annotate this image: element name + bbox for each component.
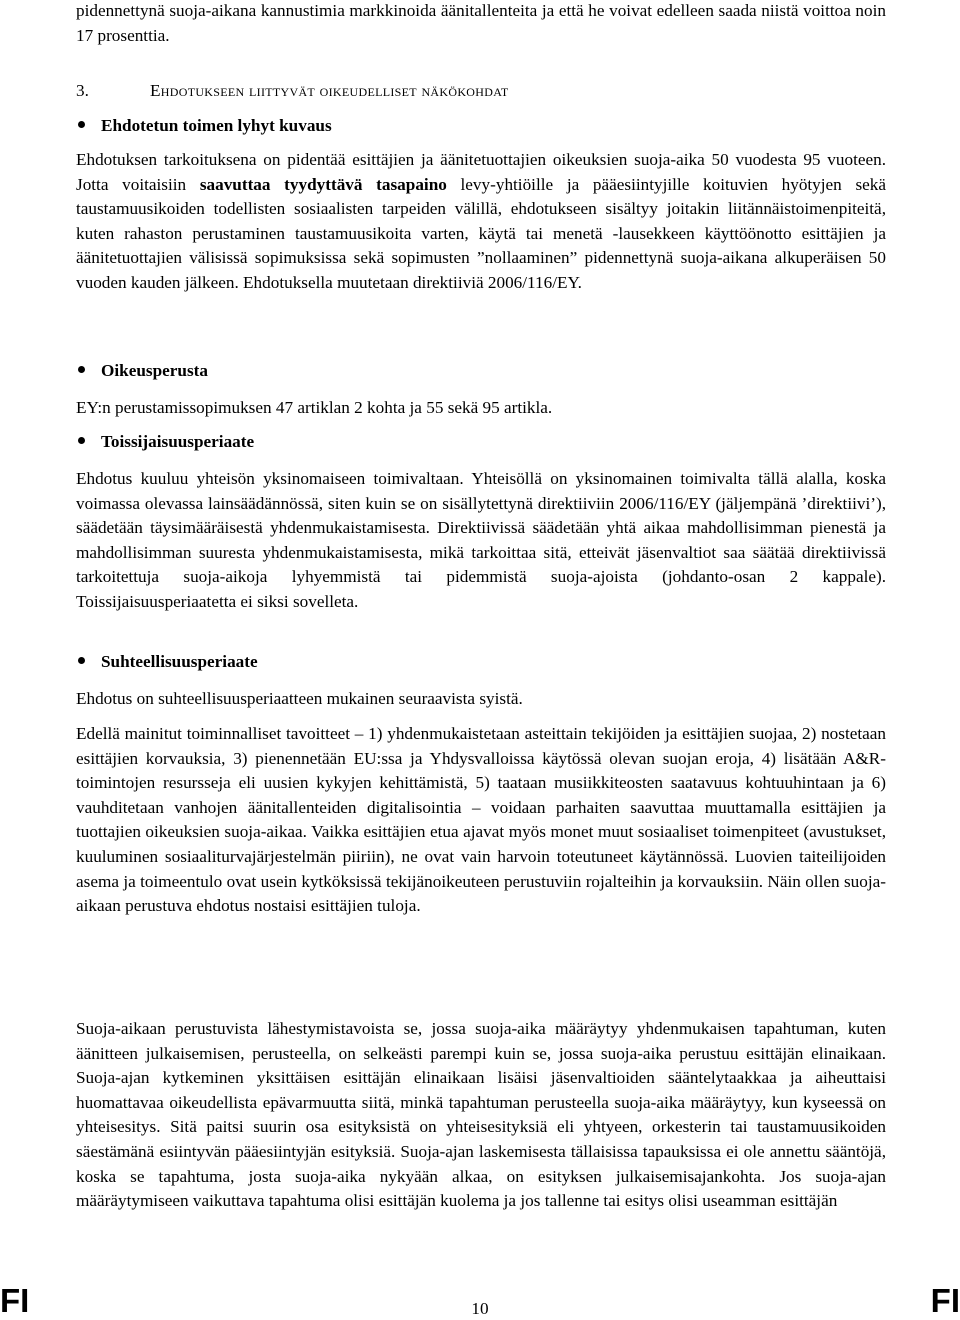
legal-basis-title: Oikeusperusta: [101, 361, 208, 380]
objectives-paragraph: Edellä mainitut toiminnalliset tavoitteet – 1) yhdenmukaistetaan asteittain tekijöiden ja esittäjien suojaa, 2) nostetaan esittäjien korvauksia, 3) pienennetään EU:ssa ja Yhdysvalloissa käytössä olevan suojan eroja, 4) lisätään A&R-toimintojen resursseja eli uusien kykyjen kehittämistä, 5) taataan musiikkiteosten saatavuus kohtuuhintaan ja 6) vauhditetaan vanhojen äänitallenteiden digitalisointia – voidaan parhaiten saavuttaa muuttamalla esittäjien ja tuottajien oikeuksien suoja-aikaa. Vaikka esittäjien etua ajavat myös monet muut sosiaaliset toimenpiteet (avustukset, kuuluminen sosiaaliturvajärjestelmän piiriin), ne ovat vain harvoin toteutuneet käytännössä. Luovien taiteilijoiden asema ja toimeentulo ovat usein kytköksissä tekijänoikeuteen perustuviin rojalteihin ja korvauksiin. Näin ollen suoja-aikaan perustuva ehdotus nostaisi esittäjien tuloja.: [76, 724, 886, 916]
proportionality-bullet: [76, 652, 886, 678]
bullet-dot-icon: [78, 657, 85, 664]
section-title: Ehdotukseen liittyvät oikeudelliset näkökohdat: [150, 81, 509, 100]
proportionality-text: Ehdotus on suhteellisuusperiaatteen mukainen seuraavista syistä.: [76, 689, 523, 708]
section-heading: [76, 79, 508, 103]
subsidiarity-section: [76, 432, 886, 615]
subsidiarity-text: Ehdotus kuuluu yhteisön yksinomaiseen toimivaltaan. Yhteisöllä on yksinomainen toimivalta tällä alalla, koska voimassa olevassa lainsäädännössä, siten kuin se on sisällytettynä direktiiviin 2006/116/EY (jäljempänä ’direktiivi’), säädetään täysimääräisestä yhdenmukaistamisesta. Direktiivissä säädetään yhtä aikaa mahdollisimman pienestä ja mahdollisimman suuresta yhdenmukaistamisesta, mikä tarkoittaa sitä, etteivät jäsenvaltiot saa säätää direktiivissä tarkoitettuja suoja-aikoja lyhyemmistä tai pidemmistä suoja-ajoista (johdanto-osan 2 kappale). Toissijaisuusperiaatetta ei siksi sovelleta.: [76, 469, 886, 611]
summary-text-bold: saavuttaa tyydyttävä tasapaino: [199, 174, 447, 194]
footer-language-right: FI: [930, 1282, 960, 1319]
summary-title: Ehdotetun toimen lyhyt kuvaus: [101, 116, 332, 135]
subsidiarity-bullet: [76, 432, 886, 458]
basis-paragraph: Suoja-aikaan perustuvista lähestymistavoista se, jossa suoja-aika määräytyy yhdenmukaisen tapahtuman, kuten äänitteen julkaisemisen, perusteella, on selkeästi parempi kuin se, jossa suoja-aika perustuu esittäjän elinaikaan. Suoja-ajan kytkeminen yksittäisen esittäjän elinaikaan lisäisi jäsenvaltioiden sääntelytaakkaa ja aiheuttaisi huomattavaa oikeudellista epävarmuutta siitä, minkä tapahtuman perusteella suoja-aika määräytyy, kun kyseessä on yhteisesitys. Sitä paitsi suurin osa esityksistä on yhteisesityksiä eli yhtyeen, orkesterin tai taustamuusikoiden säestämänä esiintyvän pääesiintyjän esityksiä. Suoja-ajan laskemisesta tällaisissa tapauksissa ei ole annettu sääntöjä, koska se tapahtuma, josta suoja-aika nykyään alkaa, on esityksen julkaisemisajankohta. Jos suoja-ajan määräytymiseen vaikuttava tapahtuma olisi esittäjän kuolema ja jos tallenne tai esitys olisi useamman esittäjän: [76, 1019, 886, 1211]
top-paragraph-block: [76, 0, 886, 48]
section-number: 3.: [76, 81, 89, 100]
proportionality-title: Suhteellisuusperiaate: [101, 652, 258, 671]
summary-text-1: Ehdotuksen tarkoituksena on pidentää esittäjien ja äänitetuottajien oikeuksien suoja-aika 50 vuodesta 95 vuoteen. Jotta voitaisiin: [76, 150, 886, 194]
legal-basis-text: EY:n perustamissopimuksen 47 artiklan 2 kohta ja 55 sekä 95 artikla.: [76, 398, 553, 417]
bullet-dot-icon: [78, 121, 85, 128]
summary-text-2: levy-yhtiöille ja pääesiintyjille koituvien hyötyjen sekä taustamuusikoiden todellisten sosiaalisten tarpeiden välillä, ehdotukseen sisältyy joitakin liitännäistoimenpiteitä, kuten rahaston perustaminen taustamuusikoita varten, käytä tai menetä -lausekkeen käyttöönotto esittäjien ja äänitetuottajien välisissä sopimuksissa sekä sopimusten ”nollaaminen” pidennettynä suoja-aikana alkuperäisen 50 vuoden kauden jälkeen. Ehdotuksella muutetaan direktiiviä 2006/116/EY.: [76, 174, 887, 292]
proportionality-section: [76, 652, 886, 712]
objectives-paragraph-block: [76, 722, 886, 919]
legal-basis-section: [76, 361, 886, 421]
summary-bullet: [76, 116, 886, 142]
legal-basis-bullet: [76, 361, 886, 387]
subsidiarity-title: Toissijaisuusperiaate: [101, 432, 255, 451]
footer-language-left: FI: [0, 1282, 30, 1319]
basis-paragraph-block: [76, 1017, 886, 1214]
summary-paragraph: [76, 148, 886, 296]
page-number: 10: [471, 1299, 489, 1318]
summary-section: [76, 116, 886, 296]
bullet-dot-icon: [78, 437, 85, 444]
bullet-dot-icon: [78, 366, 85, 373]
top-paragraph: pidennettynä suoja-aikana kannustimia markkinoida äänitallenteita ja että he voivat edelleen saada niistä voittoa noin 17 prosenttia.: [76, 1, 886, 45]
